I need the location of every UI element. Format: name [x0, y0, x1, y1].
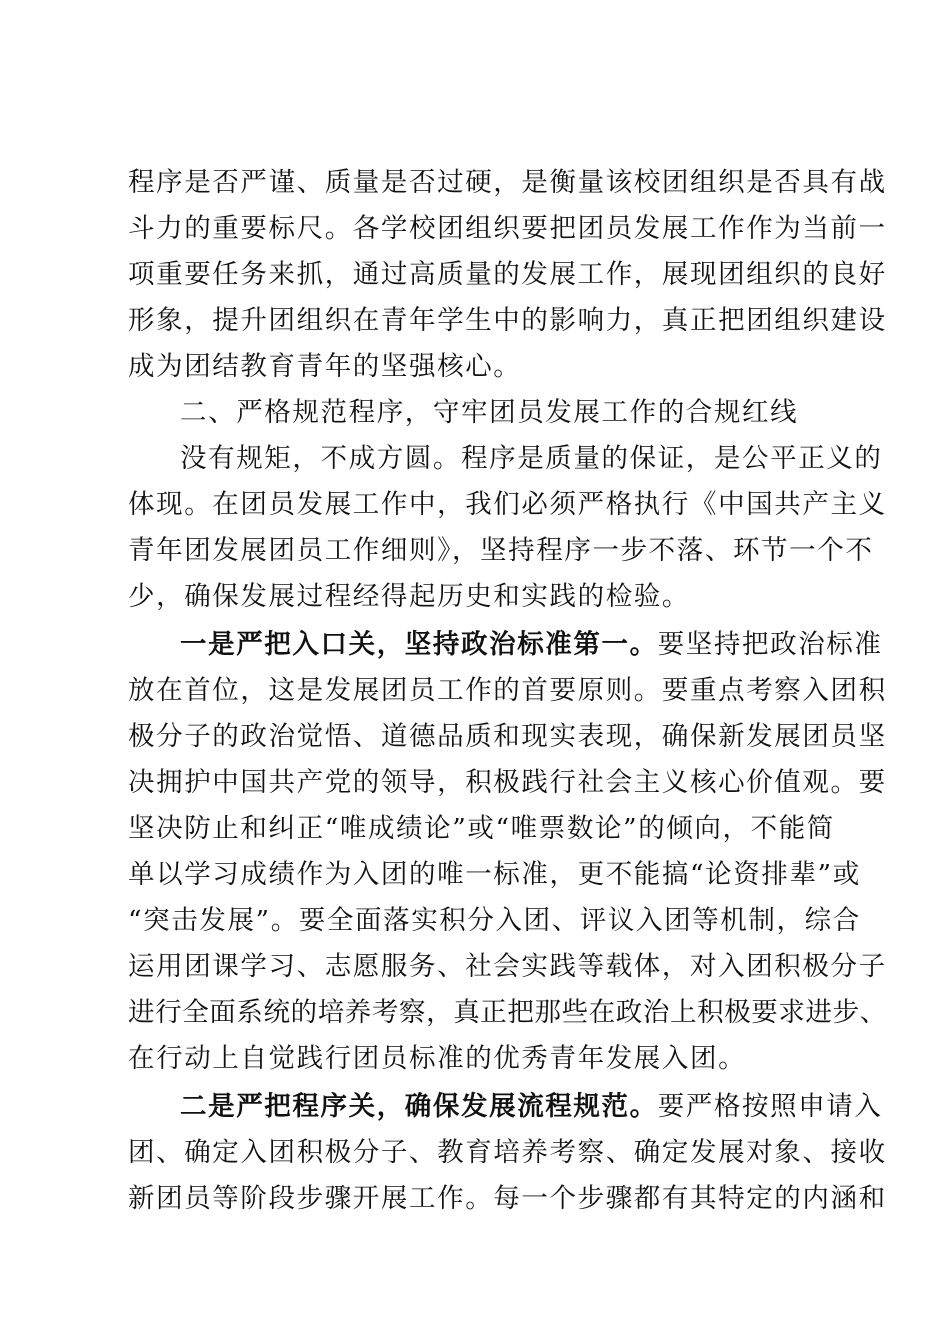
text-segment: 项重要任务来抓，通过高质量的发展工作，展现团组织的良好	[128, 259, 887, 290]
bold-lead-text: 一是严把入口关，坚持政治标准第一。	[180, 629, 658, 660]
text-segment: 少，确保发展过程经得起历史和实践的检验。	[128, 581, 690, 612]
text-segment: 二、严格规范程序，守牢团员发展工作的合规红线	[180, 397, 799, 428]
text-line	[128, 528, 950, 574]
text-segment: “突击发展”。要全面落实积分入团、评议入团等机制，综合	[128, 905, 861, 936]
text-segment: 新团员等阶段步骤开展工作。每一个步骤都有其特定的内涵和	[128, 1183, 887, 1214]
text-line	[128, 1130, 950, 1176]
text-segment: 要坚持把政治标准	[657, 629, 883, 660]
text-line	[128, 160, 950, 206]
text-line	[180, 1084, 950, 1130]
section-heading	[180, 390, 950, 436]
text-line	[128, 760, 950, 806]
text-segment: 形象，提升团组织在青年学生中的影响力，真正把团组织建设	[128, 305, 887, 336]
text-segment: 程序是否严谨、质量是否过硬，是衡量该校团组织是否具有战	[128, 167, 887, 198]
text-segment: 体现。在团员发展工作中，我们必须严格执行《中国共产主义	[128, 489, 887, 520]
text-segment: 运用团课学习、志愿服务、社会实践等载体，对入团积极分子	[128, 951, 887, 982]
text-line	[128, 298, 950, 344]
text-line	[128, 344, 950, 390]
text-segment: 要严格按照申请入	[657, 1091, 883, 1122]
text-line	[128, 1176, 950, 1222]
text-segment: 没有规矩，不成方圆。程序是质量的保证，是公平正义的	[180, 443, 883, 474]
text-line	[128, 482, 950, 528]
bold-lead-text: 二是严把程序关，确保发展流程规范。	[180, 1091, 658, 1122]
text-line	[128, 252, 950, 298]
text-segment: 斗力的重要标尺。各学校团组织要把团员发展工作作为当前一	[128, 213, 887, 244]
text-segment: 决拥护中国共产党的领导，积极践行社会主义核心价值观。要	[128, 767, 887, 798]
text-line	[128, 1036, 950, 1082]
text-segment: 单以学习成绩作为入团的唯一标准，更不能搞“论资排辈”或	[128, 859, 861, 890]
text-segment: 进行全面系统的培养考察，真正把那些在政治上积极要求进步、	[128, 997, 887, 1028]
text-line	[128, 574, 950, 620]
text-segment: 坚决防止和纠正“唯成绩论”或“唯票数论”的倾向，不能简	[128, 813, 835, 844]
text-segment: 放在首位，这是发展团员工作的首要原则。要重点考察入团积	[128, 675, 887, 706]
text-line	[180, 622, 950, 668]
text-line	[128, 898, 950, 944]
text-line	[128, 852, 950, 898]
text-line	[180, 436, 950, 482]
text-segment: 青年团发展团员工作细则》，坚持程序一步不落、环节一个不	[128, 535, 874, 566]
text-segment: 团、确定入团积极分子、教育培养考察、确定发展对象、接收	[128, 1137, 887, 1168]
text-line	[128, 668, 950, 714]
text-line	[128, 944, 950, 990]
text-line	[128, 990, 950, 1036]
text-line	[128, 206, 950, 252]
text-segment: 极分子的政治觉悟、道德品质和现实表现，确保新发展团员坚	[128, 721, 887, 752]
text-segment: 成为团结教育青年的坚强核心。	[128, 351, 522, 382]
text-line	[128, 714, 950, 760]
text-segment: 在行动上自觉践行团员标准的优秀青年发展入团。	[128, 1043, 747, 1074]
text-line	[128, 806, 950, 852]
